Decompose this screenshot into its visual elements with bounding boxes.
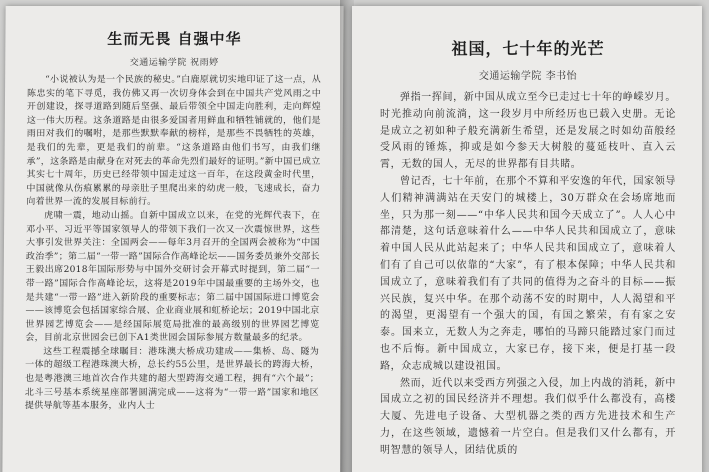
right-paragraph-3: 然而，近代以来受西方列强之入侵，加上内战的消耗，新中国成立之初的国民经济并不理想。我们似乎什么都没有，高楼大厦、先进电子设备、大型机器之类的西方先进技术和生产力，在这些领域，遗憾着一片空白。但是我们又什么都有，开明智慧的领导人，团结优质的 xyxy=(380,377,676,456)
left-page-title: 生而无畏 自强中华 xyxy=(107,30,242,48)
right-paragraph-2: 曾记否，七十年前，在那个不算和平安逸的年代，国家领导人们精神满满站在天安门的城楼上，30万群众在会场席地而坐，只为那一刻——“中华人民共和国今天成立了”。人人心中都清楚，这句话意味着什么——中华人民共和国成立了，意味着中国人民从此站起来了；中华人民共和国成立了，意味着人们有了自己可以依靠的“大家”，有了根本保障；中华人民共和国成立了，意味着我们有了共同的值得为之奋斗的目标——振兴民族，复兴中华。在那个动荡不安的时期中，人人渴望和平的渴望，更渴望有一个强大的国，有国之繁荣，有有家之安泰。国来立，无数人为之奔走，哪怕的马蹄只能踏过家门而过也不后悔。新中国成立，大家已存，接下来，便是打基一段路，众志成城以建设祖国。 xyxy=(380,175,676,372)
left-document-page xyxy=(2,6,343,472)
left-page-byline: 交通运输学院 祝雨婷 xyxy=(129,58,219,68)
left-paragraph-2: 虎啸一震，地动山摇。自新中国成立以来，在党的光辉代表下，在邓小平、习近平等国家领导人的带领下我们一次又一次震惊世界，这些大事引发世界关注：全国两会——每年3月召开的全国两会被称为“中国政治季”；第二届“一带一路”国际合作高峰论坛——国务委员兼外交部长王毅出席2018年国际形势与中国外交研讨会开幕式时提到，第二届“一带一路”国际合作高峰论坛，这将是2019年中国最重要的主场外交，也是共建“一带一路”进入新阶段的重要标志；第二届中国国际进口博览会——该博览会包括国家综合展、企业商业展和虹桥论坛；2019中国北京世界园艺博览会——是经国际展览局批准的最高级别的世界园艺博览会，目前北京世园会已创下A1类世园会国际参展方数量最多的纪录。 xyxy=(25,210,321,344)
left-paragraph-3: 这些工程震撼全球瞩目：港珠澳大桥成功建成——集桥、岛、隧为一体的超级工程港珠澳大桥，总长约55公里，是世界最长的跨海大桥，也是粤港澳三地首次合作共建的超大型跨海交通工程，拥有“六个最”；北斗三号基本系统星座部署圆满完成——这将为“一带一路”国家和地区提供导航等基本服务，业内人士 xyxy=(24,346,320,412)
right-page-byline: 交通运输学院 李书怡 xyxy=(478,71,578,82)
right-paragraph-1: 弹指一挥间，新中国从成立至今已走过七十年的峥嵘岁月。时光推动向前流淌，这一段岁月中所经历也已载入史册。无论是成立之初如种子般充满新生希望，还是发展之时如幼苗般经受风雨的锤炼，抑或是如今参天大树般的蔓延枝叶、直入云霄，无数的国人，无尽的世界都有目共睹。 xyxy=(380,92,676,171)
right-page-title: 祖国，七十年的光芒 xyxy=(451,39,605,58)
left-paragraph-1: “小说被认为是一个民族的秘史。”白鹿原就切实地印证了这一点，从陈忠实的笔下寻觅，我仿佛又再一次切身体会到在中国共产党风雨之中开创建设，探寻道路到随后坚强、最后带领全中国走向胜利，走向辉煌这一伟大历程。这条道路是由很多爱国者用鲜血和牺牲铺就的，他们是雨田对我们的嘱咐，是那些默默奉献的榜样，是那些不畏牺牲的英雄，是我们的先辈，更是我们的前辈。“这条道路由他们书写，由我们继承”，这条路是由献身在对死去的革命先烈们最好的证明。”新中国已成立其实七十周年，历史已经带领中国走过这一百年，在这段黄金时代里，中国就像从伤痕累累的母亲肚子里爬出来的幼虎一般，飞速成长，奋力向着世界一流的发展目标前行。 xyxy=(26,75,322,208)
right-document-page xyxy=(352,6,702,472)
